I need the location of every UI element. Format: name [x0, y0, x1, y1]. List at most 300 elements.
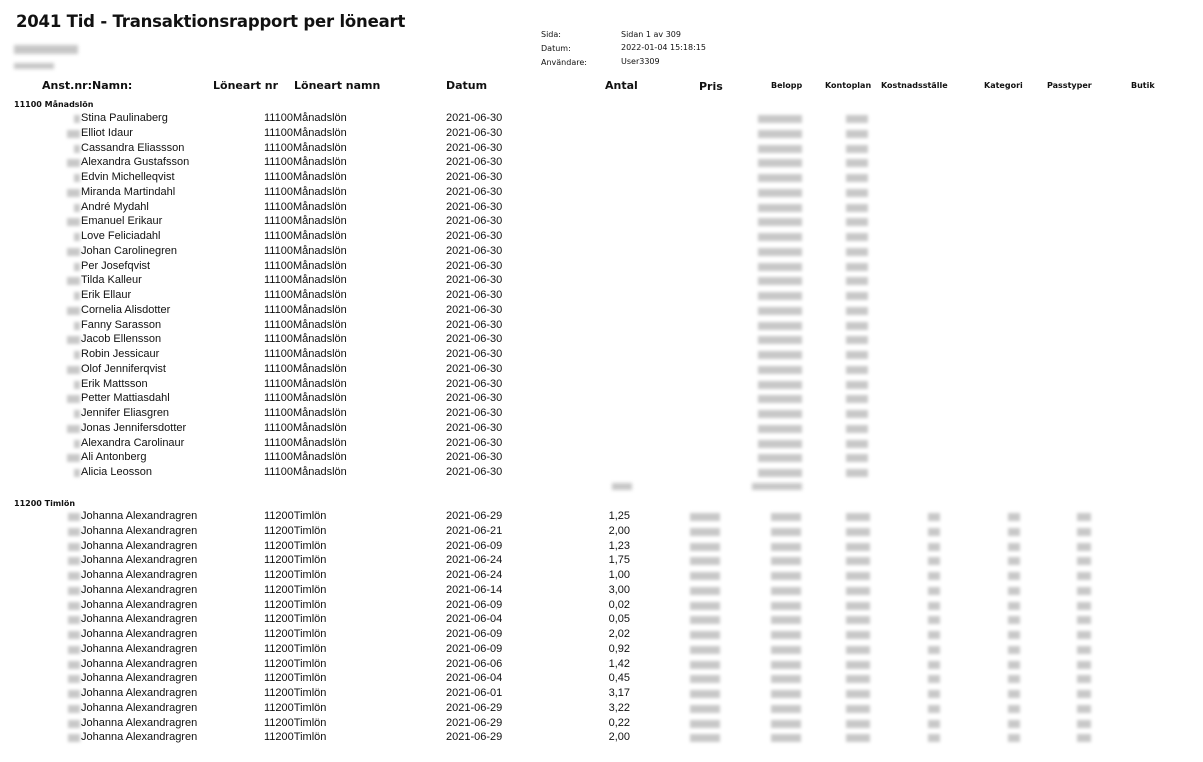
transaction-date: 2021-06-30 — [446, 304, 503, 316]
redacted-passtyper — [1077, 690, 1091, 698]
loneart-code: 11100Månadslön — [264, 245, 347, 257]
redacted-employee-number — [68, 734, 80, 742]
employee-name: Alexandra Gustafsson — [81, 156, 190, 168]
transaction-date: 2021-06-09 — [446, 540, 503, 552]
transaction-date: 2021-06-09 — [446, 643, 503, 655]
redacted-kontoplan — [846, 543, 870, 551]
employee-name: Edvin Michelleqvist — [81, 171, 175, 183]
transaction-date: 2021-06-30 — [446, 422, 503, 434]
redacted-kontoplan — [846, 734, 870, 742]
employee-name: Cassandra Eliassson — [81, 142, 185, 154]
redacted-kategori — [1008, 572, 1020, 580]
redacted-kostnadsstalle — [928, 528, 940, 536]
loneart-code: 11100Månadslön — [264, 274, 347, 286]
table-row — [0, 141, 1203, 156]
redacted-belopp — [771, 513, 801, 521]
transaction-date: 2021-06-29 — [446, 731, 503, 743]
transaction-date: 2021-06-30 — [446, 260, 503, 272]
employee-name: Cornelia Alisdotter — [81, 304, 171, 316]
report-title: 2041 Tid - Transaktionsrapport per löneart — [16, 12, 406, 31]
loneart-code: 11100Månadslön — [264, 171, 347, 183]
employee-name: Johanna Alexandragren — [81, 702, 198, 714]
table-row — [0, 126, 1203, 141]
redacted-belopp — [758, 469, 802, 477]
redacted-employee-number — [67, 189, 80, 197]
employee-name: Johanna Alexandragren — [81, 643, 198, 655]
employee-name: Emanuel Erikaur — [81, 215, 163, 227]
employee-name: Johanna Alexandragren — [81, 672, 198, 684]
redacted-employee-number — [67, 395, 80, 403]
redacted-belopp — [758, 204, 802, 212]
redacted-employee-number — [67, 307, 80, 315]
redacted-belopp — [771, 690, 801, 698]
redacted-employee-number — [68, 661, 80, 669]
redacted-belopp — [758, 189, 802, 197]
transaction-date: 2021-06-30 — [446, 112, 503, 124]
loneart-code: 11100Månadslön — [264, 289, 347, 301]
redacted-employee-number — [68, 528, 80, 536]
loneart-code: 11100Månadslön — [264, 156, 347, 168]
antal-value: 0,45 — [608, 672, 630, 684]
employee-name: Elliot Idaur — [81, 127, 133, 139]
antal-value: 2,00 — [608, 731, 630, 743]
redacted-kostnadsstalle — [928, 705, 940, 713]
loneart-code: 11100Månadslön — [264, 186, 347, 198]
employee-name: Tilda Kalleur — [81, 274, 142, 286]
date-value: 2022-01-04 15:18:15 — [621, 43, 706, 52]
col-header-belopp: Belopp — [771, 81, 803, 90]
redacted-subtotal-belopp — [752, 483, 802, 490]
redacted-kategori — [1008, 690, 1020, 698]
redacted-passtyper — [1077, 513, 1091, 521]
redacted-kontoplan — [846, 616, 870, 624]
transaction-date: 2021-06-30 — [446, 348, 503, 360]
redacted-passtyper — [1077, 602, 1091, 610]
col-header-kategori: Kategori — [984, 81, 1023, 90]
transaction-date: 2021-06-29 — [446, 510, 503, 522]
table-row — [0, 671, 1203, 686]
table-row — [0, 170, 1203, 185]
redacted-belopp — [771, 616, 801, 624]
redacted-kategori — [1008, 661, 1020, 669]
loneart-code: 11100Månadslön — [264, 392, 347, 404]
redacted-kostnadsstalle — [928, 720, 940, 728]
redacted-kontoplan — [846, 189, 868, 197]
redacted-employee-number — [74, 410, 80, 418]
antal-value: 1,00 — [608, 569, 630, 581]
redacted-kategori — [1008, 557, 1020, 565]
redacted-belopp — [771, 528, 801, 536]
redacted-kategori — [1008, 705, 1020, 713]
redacted-passtyper — [1077, 587, 1091, 595]
loneart-code: 11200Timlön — [264, 569, 327, 581]
loneart-code: 11200Timlön — [264, 702, 327, 714]
table-row — [0, 347, 1203, 362]
redacted-kategori — [1008, 616, 1020, 624]
redacted-belopp — [758, 395, 802, 403]
table-row — [0, 465, 1203, 480]
employee-name: Miranda Martindahl — [81, 186, 176, 198]
transaction-date: 2021-06-09 — [446, 628, 503, 640]
table-row — [0, 450, 1203, 465]
redacted-kontoplan — [846, 115, 868, 123]
transaction-date: 2021-06-30 — [446, 392, 503, 404]
loneart-code: 11200Timlön — [264, 510, 327, 522]
col-header-butik: Butik — [1131, 81, 1155, 90]
transaction-date: 2021-06-06 — [446, 658, 503, 670]
redacted-kontoplan — [846, 528, 870, 536]
col-header-anst-namn: Anst.nr:Namn: — [42, 79, 133, 92]
loneart-code: 11200Timlön — [264, 584, 327, 596]
table-row — [0, 303, 1203, 318]
antal-value: 3,00 — [608, 584, 630, 596]
employee-name: Erik Mattsson — [81, 378, 148, 390]
redacted-kostnadsstalle — [928, 661, 940, 669]
redacted-passtyper — [1077, 616, 1091, 624]
table-row — [0, 686, 1203, 701]
table-row — [0, 244, 1203, 259]
redacted-passtyper — [1077, 528, 1091, 536]
transaction-date: 2021-06-30 — [446, 378, 503, 390]
redacted-pris — [690, 528, 720, 536]
employee-name: Stina Paulinaberg — [81, 112, 168, 124]
redacted-belopp — [758, 233, 802, 241]
loneart-code: 11100Månadslön — [264, 407, 347, 419]
redacted-kontoplan — [846, 159, 868, 167]
antal-value: 1,25 — [608, 510, 630, 522]
transaction-date: 2021-06-24 — [446, 569, 503, 581]
loneart-code: 11100Månadslön — [264, 466, 347, 478]
loneart-code: 11200Timlön — [264, 628, 327, 640]
transaction-date: 2021-06-30 — [446, 407, 503, 419]
redacted-passtyper — [1077, 557, 1091, 565]
transaction-date: 2021-06-29 — [446, 717, 503, 729]
page-label: Sida: — [541, 30, 561, 39]
redacted-belopp — [758, 145, 802, 153]
employee-name: Johan Carolinegren — [81, 245, 178, 257]
redacted-kontoplan — [846, 248, 868, 256]
redacted-kontoplan — [846, 410, 868, 418]
table-row — [0, 436, 1203, 451]
loneart-code: 11100Månadslön — [264, 422, 347, 434]
transaction-date: 2021-06-30 — [446, 230, 503, 242]
employee-name: Olof Jenniferqvist — [81, 363, 166, 375]
loneart-code: 11200Timlön — [264, 687, 327, 699]
loneart-code: 11100Månadslön — [264, 142, 347, 154]
section-title-timlon: 11200 Timlön — [14, 499, 76, 508]
loneart-code: 11200Timlön — [264, 643, 327, 655]
redacted-kostnadsstalle — [928, 734, 940, 742]
table-row — [0, 111, 1203, 126]
redacted-employee-number — [74, 204, 80, 212]
redacted-employee-number — [67, 159, 80, 167]
redacted-employee-number — [67, 366, 80, 374]
antal-value: 2,00 — [608, 525, 630, 537]
redacted-employee-number — [67, 336, 80, 344]
redacted-kontoplan — [846, 366, 868, 374]
employee-name: Johanna Alexandragren — [81, 525, 198, 537]
employee-name: Alexandra Carolinaur — [81, 437, 185, 449]
redacted-belopp — [758, 159, 802, 167]
transaction-date: 2021-06-30 — [446, 363, 503, 375]
redacted-employee-number — [68, 572, 80, 580]
redacted-kontoplan — [846, 572, 870, 580]
redacted-kategori — [1008, 602, 1020, 610]
redacted-pris — [690, 705, 720, 713]
employee-name: Love Feliciadahl — [81, 230, 161, 242]
redacted-passtyper — [1077, 720, 1091, 728]
redacted-kontoplan — [846, 425, 868, 433]
antal-value: 1,42 — [608, 658, 630, 670]
redacted-employee-number — [68, 690, 80, 698]
employee-name: Jacob Ellensson — [81, 333, 162, 345]
redacted-employee-number — [68, 675, 80, 683]
redacted-employee-number — [68, 705, 80, 713]
redacted-belopp — [758, 454, 802, 462]
page-value: Sidan 1 av 309 — [621, 30, 681, 39]
employee-name: Fanny Sarasson — [81, 319, 162, 331]
redacted-employee-number — [74, 292, 80, 300]
employee-name: Jonas Jennifersdotter — [81, 422, 187, 434]
redacted-kategori — [1008, 513, 1020, 521]
redacted-belopp — [771, 675, 801, 683]
transaction-date: 2021-06-30 — [446, 451, 503, 463]
redacted-belopp — [758, 425, 802, 433]
table-row — [0, 200, 1203, 215]
redacted-kontoplan — [846, 469, 868, 477]
transaction-date: 2021-06-29 — [446, 702, 503, 714]
redacted-employee-number — [67, 248, 80, 256]
table-row — [0, 185, 1203, 200]
table-row — [0, 701, 1203, 716]
redacted-employee-number — [74, 174, 80, 182]
redacted-kostnadsstalle — [928, 543, 940, 551]
employee-name: Robin Jessicaur — [81, 348, 160, 360]
redacted-company-name — [14, 45, 78, 54]
redacted-kontoplan — [846, 307, 868, 315]
redacted-kontoplan — [846, 233, 868, 241]
redacted-kontoplan — [846, 174, 868, 182]
redacted-kontoplan — [846, 218, 868, 226]
antal-value: 0,02 — [608, 599, 630, 611]
redacted-employee-number — [67, 218, 80, 226]
redacted-belopp — [758, 130, 802, 138]
employee-name: Johanna Alexandragren — [81, 599, 198, 611]
redacted-kostnadsstalle — [928, 587, 940, 595]
col-header-passtyper: Passtyper — [1047, 81, 1092, 90]
redacted-kontoplan — [846, 705, 870, 713]
loneart-code: 11100Månadslön — [264, 319, 347, 331]
employee-name: Alicia Leosson — [81, 466, 152, 478]
redacted-belopp — [758, 410, 802, 418]
redacted-belopp — [758, 307, 802, 315]
redacted-belopp — [771, 705, 801, 713]
redacted-employee-number — [67, 277, 80, 285]
col-header-pris: Pris — [699, 80, 723, 93]
table-row — [0, 524, 1203, 539]
redacted-pris — [690, 616, 720, 624]
loneart-code: 11200Timlön — [264, 554, 327, 566]
redacted-belopp — [758, 366, 802, 374]
loneart-code: 11100Månadslön — [264, 333, 347, 345]
table-row — [0, 642, 1203, 657]
redacted-belopp — [771, 587, 801, 595]
redacted-pris — [690, 690, 720, 698]
redacted-kontoplan — [846, 454, 868, 462]
redacted-kontoplan — [846, 631, 870, 639]
antal-value: 2,02 — [608, 628, 630, 640]
redacted-passtyper — [1077, 631, 1091, 639]
employee-name: Johanna Alexandragren — [81, 658, 198, 670]
transaction-date: 2021-06-30 — [446, 127, 503, 139]
employee-name: Johanna Alexandragren — [81, 584, 198, 596]
col-header-loneart-nr: Löneart nr — [213, 79, 279, 92]
redacted-kategori — [1008, 675, 1020, 683]
redacted-pris — [690, 720, 720, 728]
loneart-code: 11100Månadslön — [264, 437, 347, 449]
redacted-kontoplan — [846, 440, 868, 448]
redacted-employee-number — [67, 130, 80, 138]
redacted-kostnadsstalle — [928, 557, 940, 565]
redacted-belopp — [758, 218, 802, 226]
table-row — [0, 214, 1203, 229]
loneart-code: 11200Timlön — [264, 599, 327, 611]
transaction-date: 2021-06-01 — [446, 687, 503, 699]
redacted-employee-number — [68, 557, 80, 565]
loneart-code: 11100Månadslön — [264, 112, 347, 124]
redacted-employee-number — [68, 631, 80, 639]
loneart-code: 11100Månadslön — [264, 348, 347, 360]
redacted-kontoplan — [846, 204, 868, 212]
antal-value: 1,75 — [608, 554, 630, 566]
employee-name: Erik Ellaur — [81, 289, 132, 301]
transaction-date: 2021-06-30 — [446, 186, 503, 198]
redacted-employee-number — [74, 322, 80, 330]
antal-value: 3,17 — [608, 687, 630, 699]
redacted-employee-number — [67, 425, 80, 433]
redacted-kontoplan — [846, 675, 870, 683]
transaction-date: 2021-06-30 — [446, 156, 503, 168]
antal-value: 0,92 — [608, 643, 630, 655]
loneart-code: 11200Timlön — [264, 525, 327, 537]
table-row — [0, 332, 1203, 347]
redacted-employee-number — [74, 381, 80, 389]
redacted-belopp — [758, 351, 802, 359]
transaction-date: 2021-06-30 — [446, 215, 503, 227]
employee-name: André Mydahl — [81, 201, 149, 213]
table-row — [0, 421, 1203, 436]
redacted-kostnadsstalle — [928, 690, 940, 698]
loneart-code: 11100Månadslön — [264, 127, 347, 139]
col-header-datum: Datum — [446, 79, 488, 92]
redacted-kostnadsstalle — [928, 616, 940, 624]
redacted-kategori — [1008, 528, 1020, 536]
table-row — [0, 377, 1203, 392]
employee-name: Jennifer Eliasgren — [81, 407, 170, 419]
redacted-kontoplan — [846, 145, 868, 153]
redacted-passtyper — [1077, 705, 1091, 713]
table-row — [0, 509, 1203, 524]
table-row — [0, 539, 1203, 554]
redacted-kostnadsstalle — [928, 513, 940, 521]
transaction-date: 2021-06-30 — [446, 274, 503, 286]
redacted-passtyper — [1077, 572, 1091, 580]
redacted-company-info — [14, 63, 54, 69]
table-row — [0, 716, 1203, 731]
loneart-code: 11100Månadslön — [264, 215, 347, 227]
redacted-pris — [690, 513, 720, 521]
redacted-kontoplan — [846, 587, 870, 595]
loneart-code: 11200Timlön — [264, 658, 327, 670]
redacted-belopp — [758, 381, 802, 389]
employee-name: Johanna Alexandragren — [81, 717, 198, 729]
redacted-kontoplan — [846, 513, 870, 521]
redacted-employee-number — [74, 233, 80, 241]
col-header-kostnadsstalle: Kostnadsställe — [881, 81, 948, 90]
transaction-date: 2021-06-30 — [446, 289, 503, 301]
redacted-employee-number — [74, 145, 80, 153]
redacted-belopp — [758, 440, 802, 448]
employee-name: Petter Mattiasdahl — [81, 392, 170, 404]
date-label: Datum: — [541, 44, 571, 53]
loneart-code: 11200Timlön — [264, 613, 327, 625]
col-header-loneart-namn: Löneart namn — [294, 79, 381, 92]
section-title-manadslon: 11100 Månadslön — [14, 100, 94, 109]
redacted-kategori — [1008, 543, 1020, 551]
transaction-date: 2021-06-30 — [446, 142, 503, 154]
redacted-belopp — [758, 277, 802, 285]
antal-value: 1,23 — [608, 540, 630, 552]
redacted-pris — [690, 661, 720, 669]
redacted-belopp — [758, 263, 802, 271]
redacted-kontoplan — [846, 720, 870, 728]
redacted-belopp — [771, 543, 801, 551]
transaction-date: 2021-06-24 — [446, 554, 503, 566]
table-row — [0, 155, 1203, 170]
redacted-employee-number — [74, 115, 80, 123]
table-row — [0, 288, 1203, 303]
loneart-code: 11100Månadslön — [264, 363, 347, 375]
table-row — [0, 612, 1203, 627]
employee-name: Johanna Alexandragren — [81, 510, 198, 522]
redacted-kontoplan — [846, 381, 868, 389]
redacted-kategori — [1008, 587, 1020, 595]
redacted-passtyper — [1077, 543, 1091, 551]
employee-name: Johanna Alexandragren — [81, 628, 198, 640]
transaction-date: 2021-06-30 — [446, 171, 503, 183]
employee-name: Johanna Alexandragren — [81, 613, 198, 625]
redacted-kategori — [1008, 646, 1020, 654]
redacted-kontoplan — [846, 661, 870, 669]
employee-name: Johanna Alexandragren — [81, 569, 198, 581]
redacted-employee-number — [74, 469, 80, 477]
redacted-employee-number — [68, 587, 80, 595]
redacted-kontoplan — [846, 395, 868, 403]
redacted-pris — [690, 631, 720, 639]
transaction-date: 2021-06-30 — [446, 333, 503, 345]
transaction-date: 2021-06-30 — [446, 466, 503, 478]
table-row — [0, 229, 1203, 244]
employee-name: Johanna Alexandragren — [81, 540, 198, 552]
table-row — [0, 598, 1203, 613]
loneart-code: 11200Timlön — [264, 717, 327, 729]
employee-name: Ali Antonberg — [81, 451, 147, 463]
loneart-code: 11100Månadslön — [264, 260, 347, 272]
redacted-kontoplan — [846, 322, 868, 330]
redacted-kontoplan — [846, 292, 868, 300]
redacted-employee-number — [68, 513, 80, 521]
loneart-code: 11200Timlön — [264, 672, 327, 684]
